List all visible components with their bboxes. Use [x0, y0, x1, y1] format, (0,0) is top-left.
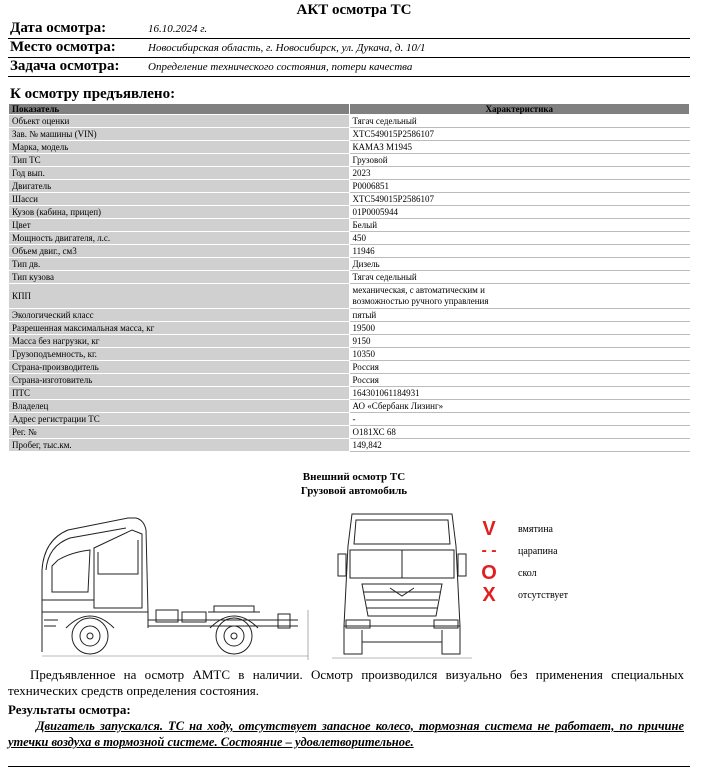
results-text: Двигатель запускался. ТС на ходу, отсутствует запасное колесо, тормозная система не работает, по причине утечки воздуха в тормозной системе. Состояние – удовлетворительное. [8, 719, 684, 749]
legend-label: отсутствует [518, 590, 569, 601]
row-key: Грузоподъемность, кг. [9, 348, 350, 361]
row-value: КАМАЗ M1945 [349, 141, 690, 154]
truck-side-view-drawing [28, 500, 328, 660]
bottom-divider [8, 766, 690, 767]
row-key: Страна-производитель [9, 361, 350, 374]
row-value: Тягач седельный [349, 115, 690, 128]
missing-mark-icon: X [482, 584, 496, 606]
row-value: 9150 [349, 335, 690, 348]
row-key: Кузов (кабина, прицеп) [9, 206, 350, 219]
row-value: XTC549015P2586107 [349, 193, 690, 206]
row-value: Дизель [349, 258, 690, 271]
inspection-subtitle: Грузовой автомобиль [300, 485, 408, 497]
vehicle-specs-table [8, 103, 690, 452]
task-value: Определение технического состояния, потери качества [148, 61, 413, 73]
row-value: 19500 [349, 322, 690, 335]
row-value [349, 284, 690, 309]
row-value: P0006851 [349, 180, 690, 193]
table-row [9, 439, 690, 452]
table-row [9, 400, 690, 413]
table-row [9, 309, 690, 322]
row-value-line2: возможностью ручного управления [352, 296, 489, 306]
table-row [9, 128, 690, 141]
truck-front-view-drawing [332, 506, 472, 664]
table-row [9, 141, 690, 154]
legend-missing [478, 586, 618, 606]
row-key: Шасси [9, 193, 350, 206]
row-value: XTC549015P2586107 [349, 128, 690, 141]
row-key: Владелец [9, 400, 350, 413]
table-row [9, 322, 690, 335]
row-key: Пробег, тыс.км. [9, 439, 350, 452]
row-key: Экологический класс [9, 309, 350, 322]
row-key: Мощность двигателя, л.с. [9, 232, 350, 245]
row-value: Белый [349, 219, 690, 232]
section-title: К осмотру предъявлено: [10, 86, 176, 102]
table-row [9, 115, 690, 128]
table-row [9, 335, 690, 348]
table-row [9, 258, 690, 271]
date-value: 16.10.2024 г. [148, 23, 208, 35]
row-key: Объект оценки [9, 115, 350, 128]
task-label: Задача осмотра: [10, 58, 120, 74]
row-key: Год вып. [9, 167, 350, 180]
row-key: Тип кузова [9, 271, 350, 284]
row-value: 11946 [349, 245, 690, 258]
table-header-row [9, 104, 690, 115]
table-row [9, 206, 690, 219]
table-row [9, 374, 690, 387]
dent-mark-icon: V [482, 518, 496, 540]
damage-legend [478, 520, 618, 610]
table-row [9, 271, 690, 284]
row-value: - [349, 413, 690, 426]
row-value: 10350 [349, 348, 690, 361]
row-value: 450 [349, 232, 690, 245]
row-value: 2023 [349, 167, 690, 180]
legend-label: царапина [518, 546, 558, 557]
results-title: Результаты осмотра: [8, 702, 131, 717]
table-row [9, 426, 690, 439]
row-value: пятый [349, 309, 690, 322]
row-key: Масса без нагрузки, кг [9, 335, 350, 348]
row-key: Рег. № [9, 426, 350, 439]
legend-scratch [478, 542, 618, 562]
table-row [9, 284, 690, 309]
legend-label: вмятина [518, 524, 553, 535]
table-row [9, 413, 690, 426]
row-key: Тип ТС [9, 154, 350, 167]
row-key: Цвет [9, 219, 350, 232]
table-row [9, 232, 690, 245]
row-value: АО «Сбербанк Лизинг» [349, 400, 690, 413]
table-row [9, 361, 690, 374]
document-title: АКТ осмотра ТС [296, 2, 412, 18]
row-value: Грузовой [349, 154, 690, 167]
row-value: 01P0005944 [349, 206, 690, 219]
row-key: Марка, модель [9, 141, 350, 154]
row-key: Объем двиг., см3 [9, 245, 350, 258]
table-row [9, 219, 690, 232]
inspection-date-row [8, 20, 690, 39]
row-key: ПТС [9, 387, 350, 400]
row-value-line1: механическая, с автоматическим и [352, 285, 485, 295]
table-row [9, 245, 690, 258]
row-value: 164301061184931 [349, 387, 690, 400]
table-row [9, 387, 690, 400]
row-key: Страна-изготовитель [9, 374, 350, 387]
table-row [9, 193, 690, 206]
row-value: О181ХС 68 [349, 426, 690, 439]
inspection-task-row [8, 58, 690, 77]
row-value: Россия [349, 361, 690, 374]
table-row [9, 180, 690, 193]
legend-chip [478, 564, 618, 584]
row-key: Зав. № машины (VIN) [9, 128, 350, 141]
row-value: Тягач седельный [349, 271, 690, 284]
row-key: КПП [9, 284, 350, 309]
table-row [9, 348, 690, 361]
row-key: Адрес регистрации ТС [9, 413, 350, 426]
header-characteristic: Характеристика [349, 104, 690, 115]
inspection-paragraph: Предъявленное на осмотр АМТС в наличии. Осмотр производился визуально без применения специальных технических средств определения состояния. [8, 667, 684, 698]
row-key: Разрешенная максимальная масса, кг [9, 322, 350, 335]
header-parameter: Показатель [9, 104, 350, 115]
row-value: 149,842 [349, 439, 690, 452]
legend-dent [478, 520, 618, 540]
inspection-place-row [8, 39, 690, 58]
place-label: Место осмотра: [10, 39, 116, 55]
date-label: Дата осмотра: [10, 20, 107, 36]
place-value: Новосибирская область, г. Новосибирск, ул. Дукача, д. 10/1 [148, 42, 426, 54]
row-key: Двигатель [9, 180, 350, 193]
row-value: Россия [349, 374, 690, 387]
legend-label: скол [518, 568, 537, 579]
inspection-title: Внешний осмотр ТС [302, 471, 406, 483]
table-row [9, 154, 690, 167]
table-row [9, 167, 690, 180]
scratch-mark-icon: - - [481, 542, 497, 559]
chip-mark-icon: O [481, 562, 497, 584]
row-key: Тип дв. [9, 258, 350, 271]
